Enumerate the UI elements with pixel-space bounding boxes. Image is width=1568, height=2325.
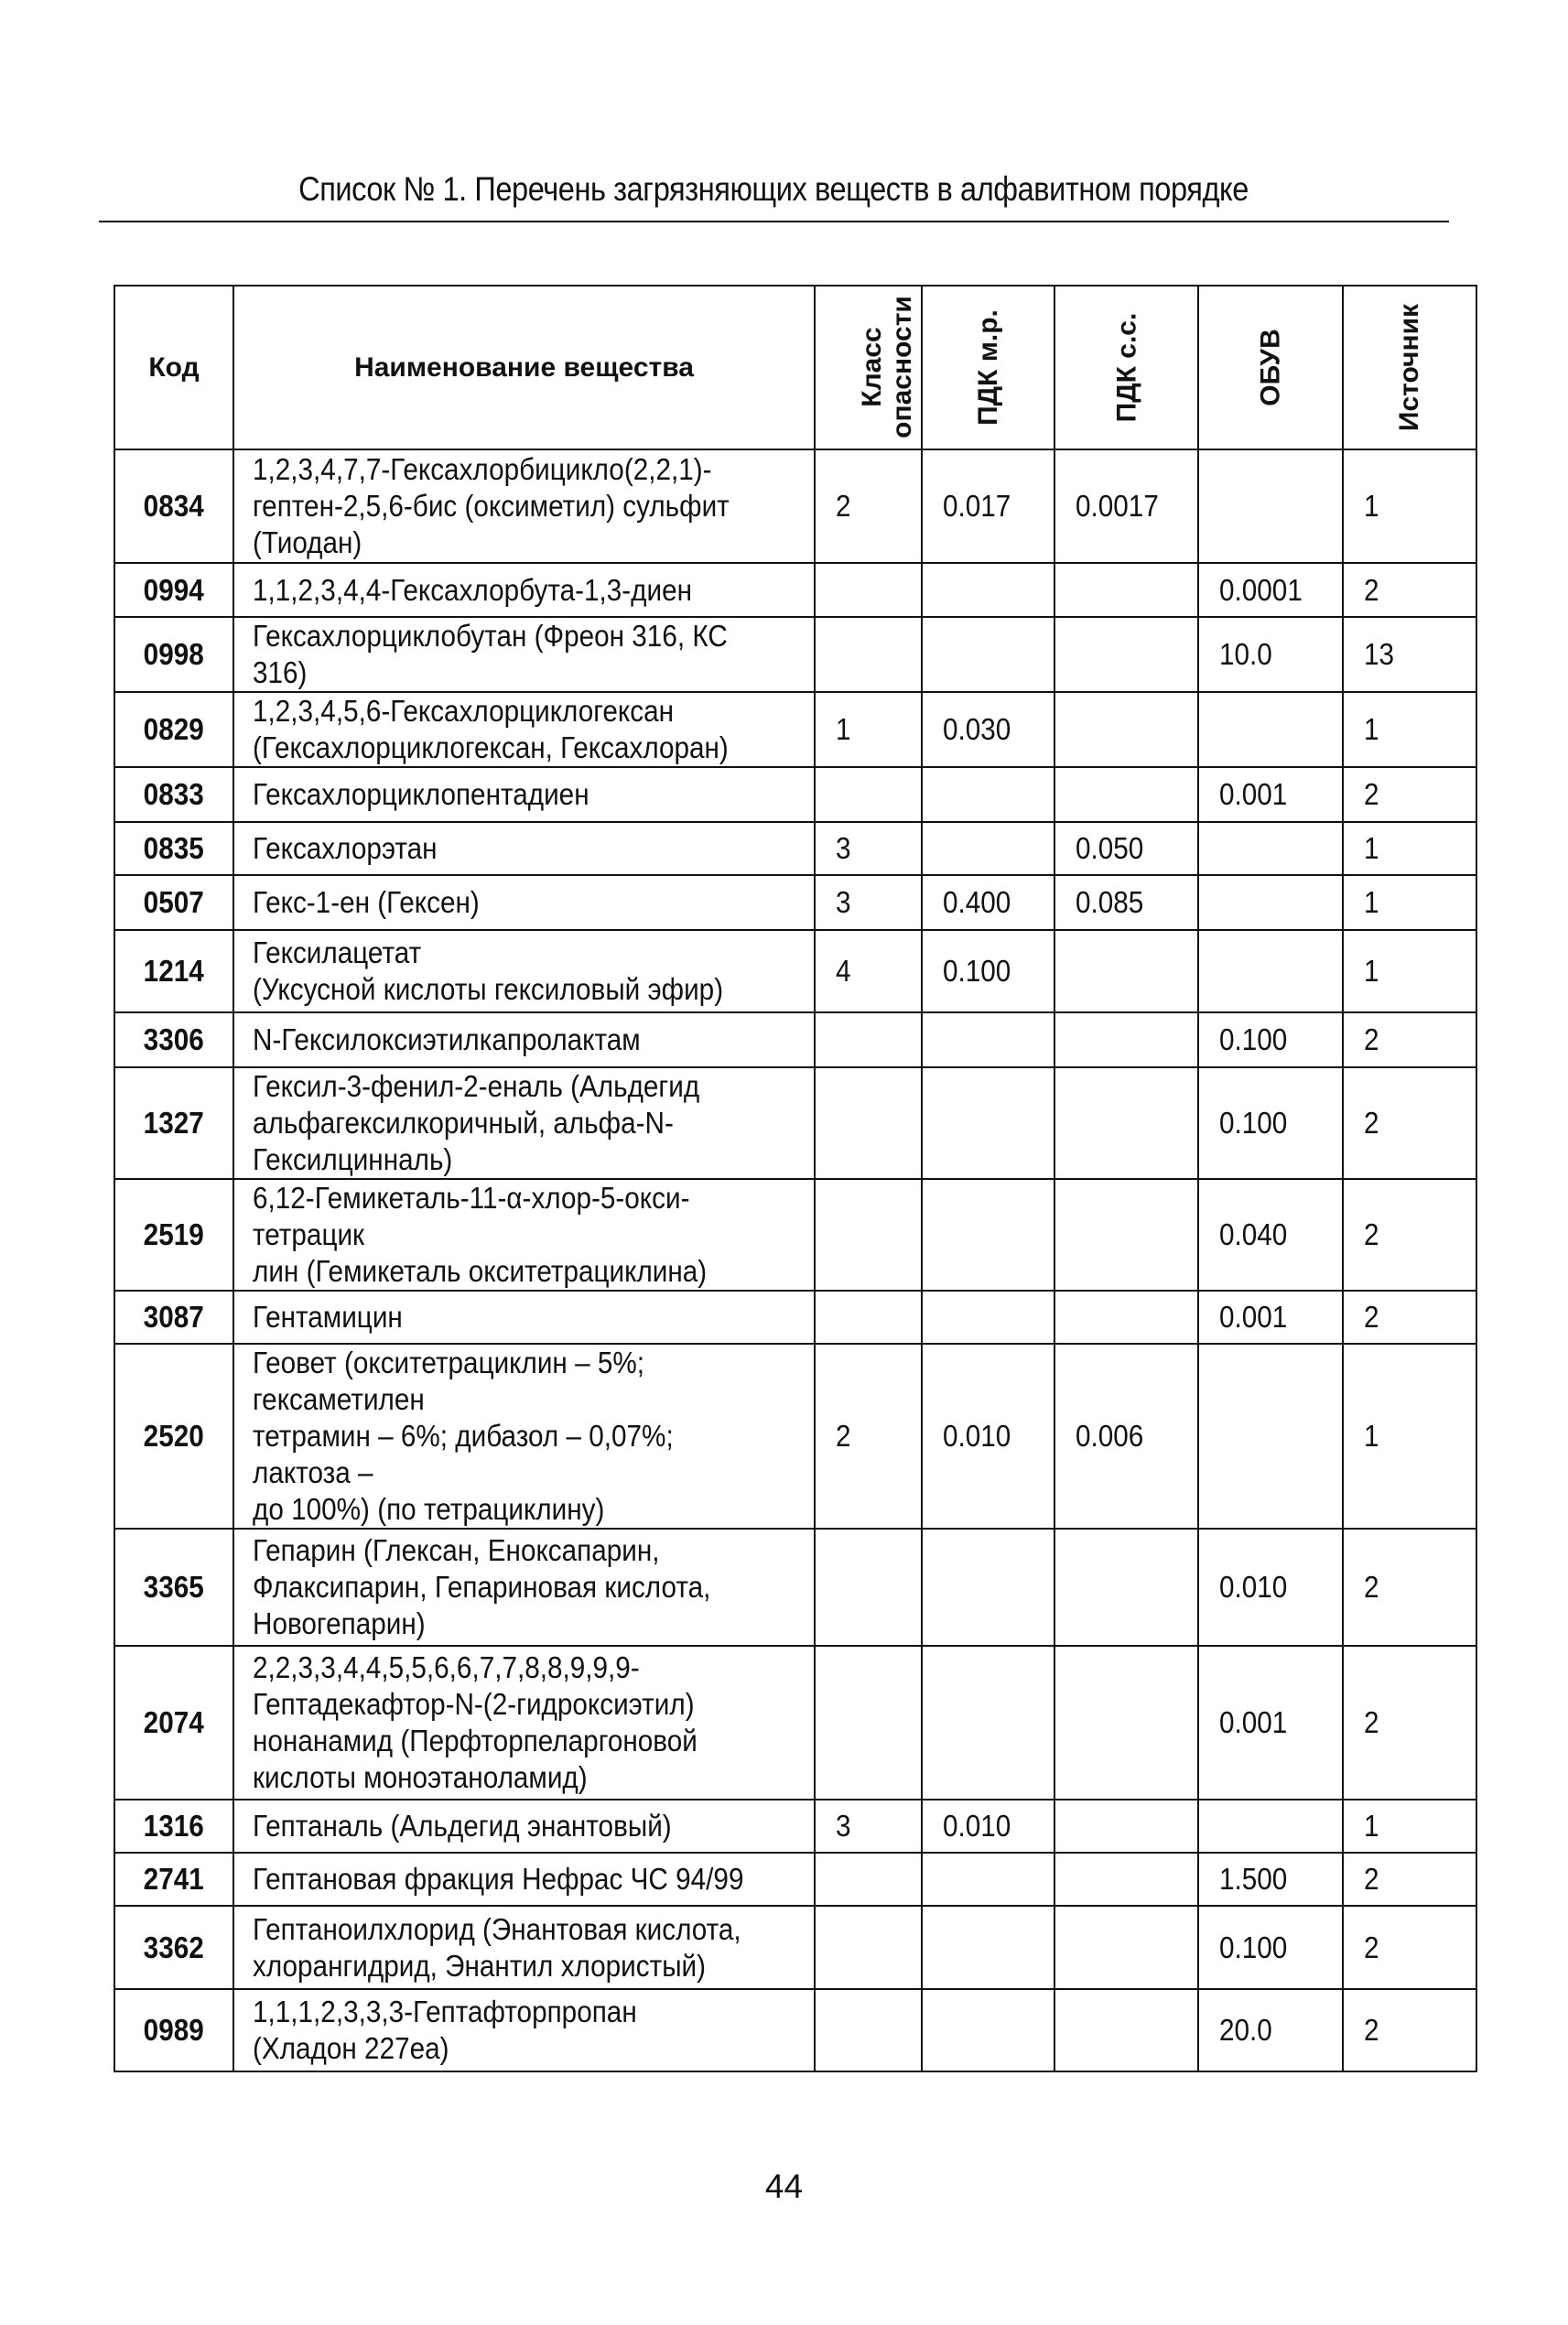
cell-source: 13 bbox=[1343, 617, 1476, 692]
cell-obuv: 1.500 bbox=[1198, 1853, 1343, 1906]
cell-pdk-ss bbox=[1054, 1291, 1198, 1344]
cell-pdk-mr: 0.017 bbox=[922, 449, 1054, 563]
cell-pdk-mr bbox=[922, 1853, 1054, 1906]
cell-obuv bbox=[1198, 1344, 1343, 1529]
cell-name: Гентамицин bbox=[233, 1291, 815, 1344]
cell-hazard-class: 3 bbox=[815, 822, 922, 875]
cell-pdk-ss bbox=[1054, 767, 1198, 822]
cell-obuv bbox=[1198, 930, 1343, 1012]
cell-pdk-mr bbox=[922, 767, 1054, 822]
cell-code: 3306 bbox=[114, 1012, 233, 1067]
cell-source: 1 bbox=[1343, 875, 1476, 930]
cell-source: 2 bbox=[1343, 1291, 1476, 1344]
cell-code: 0507 bbox=[114, 875, 233, 930]
cell-code: 1327 bbox=[114, 1067, 233, 1179]
cell-hazard-class: 3 bbox=[815, 1800, 922, 1853]
cell-pdk-mr: 0.100 bbox=[922, 930, 1054, 1012]
cell-hazard-class bbox=[815, 563, 922, 617]
cell-name: 1,2,3,4,7,7-Гексахлорбицикло(2,2,1)- гептен-2,5,6-бис (оксиметил) сульфит (Тиодан) bbox=[233, 449, 815, 563]
cell-obuv bbox=[1198, 1800, 1343, 1853]
cell-code: 2074 bbox=[114, 1646, 233, 1800]
table-row bbox=[114, 692, 1476, 767]
cell-source: 1 bbox=[1343, 930, 1476, 1012]
cell-code: 0834 bbox=[114, 449, 233, 563]
cell-pdk-mr bbox=[922, 822, 1054, 875]
cell-hazard-class bbox=[815, 1012, 922, 1067]
cell-obuv: 10.0 bbox=[1198, 617, 1343, 692]
table-row bbox=[114, 1989, 1476, 2071]
cell-pdk-ss bbox=[1054, 1529, 1198, 1646]
cell-name: 1,1,2,3,4,4-Гексахлорбута-1,3-диен bbox=[233, 563, 815, 617]
cell-hazard-class: 2 bbox=[815, 1344, 922, 1529]
cell-source: 1 bbox=[1343, 1800, 1476, 1853]
table-row bbox=[114, 930, 1476, 1012]
cell-obuv: 0.100 bbox=[1198, 1906, 1343, 1989]
table-row bbox=[114, 1179, 1476, 1291]
cell-source: 1 bbox=[1343, 822, 1476, 875]
table-row bbox=[114, 822, 1476, 875]
cell-source: 2 bbox=[1343, 1906, 1476, 1989]
table-row bbox=[114, 1344, 1476, 1529]
cell-obuv: 0.0001 bbox=[1198, 563, 1343, 617]
cell-code: 0829 bbox=[114, 692, 233, 767]
table-row bbox=[114, 449, 1476, 563]
cell-code: 2741 bbox=[114, 1853, 233, 1906]
page-number: 44 bbox=[764, 2168, 804, 2205]
cell-obuv: 0.100 bbox=[1198, 1067, 1343, 1179]
cell-pdk-ss bbox=[1054, 692, 1198, 767]
cell-code: 1214 bbox=[114, 930, 233, 1012]
cell-pdk-ss bbox=[1054, 1906, 1198, 1989]
table-row bbox=[114, 1853, 1476, 1906]
title-underline bbox=[99, 221, 1449, 222]
cell-name: Гекс-1-ен (Гексен) bbox=[233, 875, 815, 930]
cell-obuv bbox=[1198, 692, 1343, 767]
cell-hazard-class bbox=[815, 1529, 922, 1646]
cell-obuv: 0.100 bbox=[1198, 1012, 1343, 1067]
cell-pdk-ss bbox=[1054, 1067, 1198, 1179]
cell-pdk-mr bbox=[922, 1179, 1054, 1291]
cell-source: 1 bbox=[1343, 1344, 1476, 1529]
header-code: Код bbox=[114, 286, 233, 449]
cell-obuv: 0.001 bbox=[1198, 767, 1343, 822]
cell-hazard-class bbox=[815, 767, 922, 822]
cell-pdk-ss bbox=[1054, 1989, 1198, 2071]
cell-source: 1 bbox=[1343, 449, 1476, 563]
cell-name: 2,2,3,3,4,4,5,5,6,6,7,7,8,8,9,9,9- Гептадекафтор-N-(2-гидроксиэтил) нонанамид (Перфторпеларгоновой кислоты моноэтаноламид) bbox=[233, 1646, 815, 1800]
cell-pdk-ss bbox=[1054, 617, 1198, 692]
cell-obuv: 20.0 bbox=[1198, 1989, 1343, 2071]
table-row bbox=[114, 1012, 1476, 1067]
cell-code: 0835 bbox=[114, 822, 233, 875]
cell-hazard-class bbox=[815, 1179, 922, 1291]
table-row bbox=[114, 767, 1476, 822]
substances-table bbox=[114, 285, 1477, 2072]
header-name: Наименование вещества bbox=[233, 286, 815, 449]
cell-pdk-mr bbox=[922, 563, 1054, 617]
cell-name: N-Гексилоксиэтилкапролактам bbox=[233, 1012, 815, 1067]
cell-pdk-ss: 0.050 bbox=[1054, 822, 1198, 875]
cell-pdk-ss bbox=[1054, 1646, 1198, 1800]
cell-obuv bbox=[1198, 822, 1343, 875]
cell-source: 1 bbox=[1343, 692, 1476, 767]
cell-pdk-mr: 0.010 bbox=[922, 1344, 1054, 1529]
cell-code: 0989 bbox=[114, 1989, 233, 2071]
table-row bbox=[114, 617, 1476, 692]
table-row bbox=[114, 875, 1476, 930]
cell-name: Гексахлорэтан bbox=[233, 822, 815, 875]
cell-pdk-mr: 0.030 bbox=[922, 692, 1054, 767]
cell-name: Гептановая фракция Нефрас ЧС 94/99 bbox=[233, 1853, 815, 1906]
cell-hazard-class: 1 bbox=[815, 692, 922, 767]
cell-source: 2 bbox=[1343, 1012, 1476, 1067]
cell-pdk-ss bbox=[1054, 930, 1198, 1012]
cell-pdk-ss bbox=[1054, 563, 1198, 617]
cell-source: 2 bbox=[1343, 1989, 1476, 2071]
cell-obuv bbox=[1198, 449, 1343, 563]
cell-hazard-class bbox=[815, 1989, 922, 2071]
cell-obuv: 0.001 bbox=[1198, 1291, 1343, 1344]
cell-hazard-class: 3 bbox=[815, 875, 922, 930]
cell-pdk-mr: 0.400 bbox=[922, 875, 1054, 930]
cell-code: 0833 bbox=[114, 767, 233, 822]
cell-name: 1,1,1,2,3,3,3-Гептафторпропан (Хладон 227еа) bbox=[233, 1989, 815, 2071]
cell-pdk-mr bbox=[922, 1906, 1054, 1989]
header-obuv: ОБУВ bbox=[1198, 286, 1343, 449]
cell-pdk-mr bbox=[922, 617, 1054, 692]
cell-name: Гексилацетат (Уксусной кислоты гексиловый эфир) bbox=[233, 930, 815, 1012]
cell-pdk-mr bbox=[922, 1291, 1054, 1344]
cell-code: 3362 bbox=[114, 1906, 233, 1989]
cell-source: 2 bbox=[1343, 1067, 1476, 1179]
cell-hazard-class bbox=[815, 1646, 922, 1800]
cell-pdk-mr bbox=[922, 1012, 1054, 1067]
cell-name: Гептаналь (Альдегид энантовый) bbox=[233, 1800, 815, 1853]
cell-source: 2 bbox=[1343, 1529, 1476, 1646]
cell-hazard-class bbox=[815, 1067, 922, 1179]
cell-pdk-ss bbox=[1054, 1800, 1198, 1853]
header-row bbox=[114, 286, 1476, 449]
page-title: Список № 1. Перечень загрязняющих веществ в алфавитном порядке bbox=[298, 170, 1249, 208]
cell-pdk-mr: 0.010 bbox=[922, 1800, 1054, 1853]
cell-source: 2 bbox=[1343, 767, 1476, 822]
cell-obuv: 0.040 bbox=[1198, 1179, 1343, 1291]
cell-pdk-ss: 0.006 bbox=[1054, 1344, 1198, 1529]
cell-hazard-class bbox=[815, 617, 922, 692]
cell-pdk-ss: 0.0017 bbox=[1054, 449, 1198, 563]
cell-pdk-ss: 0.085 bbox=[1054, 875, 1198, 930]
cell-obuv: 0.001 bbox=[1198, 1646, 1343, 1800]
cell-name: Гексахлорциклопентадиен bbox=[233, 767, 815, 822]
header-source: Источник bbox=[1343, 286, 1476, 449]
cell-code: 1316 bbox=[114, 1800, 233, 1853]
cell-source: 2 bbox=[1343, 563, 1476, 617]
header-pdk-mr: ПДК м.р. bbox=[922, 286, 1054, 449]
cell-hazard-class bbox=[815, 1906, 922, 1989]
cell-pdk-ss bbox=[1054, 1853, 1198, 1906]
cell-code: 2519 bbox=[114, 1179, 233, 1291]
cell-name: 6,12-Гемикеталь-11-α-хлор-5-окси-тетрацик лин (Гемикеталь окситетрациклина) bbox=[233, 1179, 815, 1291]
cell-pdk-mr bbox=[922, 1067, 1054, 1179]
cell-pdk-mr bbox=[922, 1529, 1054, 1646]
table-body bbox=[114, 449, 1476, 2071]
cell-code: 3365 bbox=[114, 1529, 233, 1646]
cell-pdk-mr bbox=[922, 1646, 1054, 1800]
cell-name: Гексил-3-фенил-2-еналь (Альдегид альфагексилкоричный, альфа-N- Гексилцинналь) bbox=[233, 1067, 815, 1179]
cell-pdk-ss bbox=[1054, 1012, 1198, 1067]
cell-name: Геовет (окситетрациклин – 5%; гексаметилен тетрамин – 6%; дибазол – 0,07%; лактоза – до 100%) (по тетрациклину) bbox=[233, 1344, 815, 1529]
cell-source: 2 bbox=[1343, 1853, 1476, 1906]
cell-name: 1,2,3,4,5,6-Гексахлорциклогексан (Гексахлорциклогексан, Гексахлоран) bbox=[233, 692, 815, 767]
cell-obuv: 0.010 bbox=[1198, 1529, 1343, 1646]
cell-code: 2520 bbox=[114, 1344, 233, 1529]
table-row bbox=[114, 1067, 1476, 1179]
header-pdk-ss: ПДК с.с. bbox=[1054, 286, 1198, 449]
cell-hazard-class: 4 bbox=[815, 930, 922, 1012]
table-row bbox=[114, 1800, 1476, 1853]
cell-code: 0998 bbox=[114, 617, 233, 692]
cell-obuv bbox=[1198, 875, 1343, 930]
cell-hazard-class: 2 bbox=[815, 449, 922, 563]
table-row bbox=[114, 1646, 1476, 1800]
cell-code: 3087 bbox=[114, 1291, 233, 1344]
cell-name: Гептаноилхлорид (Энантовая кислота, хлорангидрид, Энантил хлористый) bbox=[233, 1906, 815, 1989]
cell-name: Гепарин (Глексан, Еноксапарин, Флаксипарин, Гепариновая кислота, Новогепарин) bbox=[233, 1529, 815, 1646]
cell-pdk-mr bbox=[922, 1989, 1054, 2071]
cell-source: 2 bbox=[1343, 1179, 1476, 1291]
table-row bbox=[114, 563, 1476, 617]
cell-source: 2 bbox=[1343, 1646, 1476, 1800]
cell-pdk-ss bbox=[1054, 1179, 1198, 1291]
table-row bbox=[114, 1906, 1476, 1989]
cell-hazard-class bbox=[815, 1853, 922, 1906]
table-row bbox=[114, 1291, 1476, 1344]
cell-hazard-class bbox=[815, 1291, 922, 1344]
cell-name: Гексахлорциклобутан (Фреон 316, КС 316) bbox=[233, 617, 815, 692]
cell-code: 0994 bbox=[114, 563, 233, 617]
table-row bbox=[114, 1529, 1476, 1646]
header-hazard-class: Класс опасности bbox=[815, 286, 922, 449]
